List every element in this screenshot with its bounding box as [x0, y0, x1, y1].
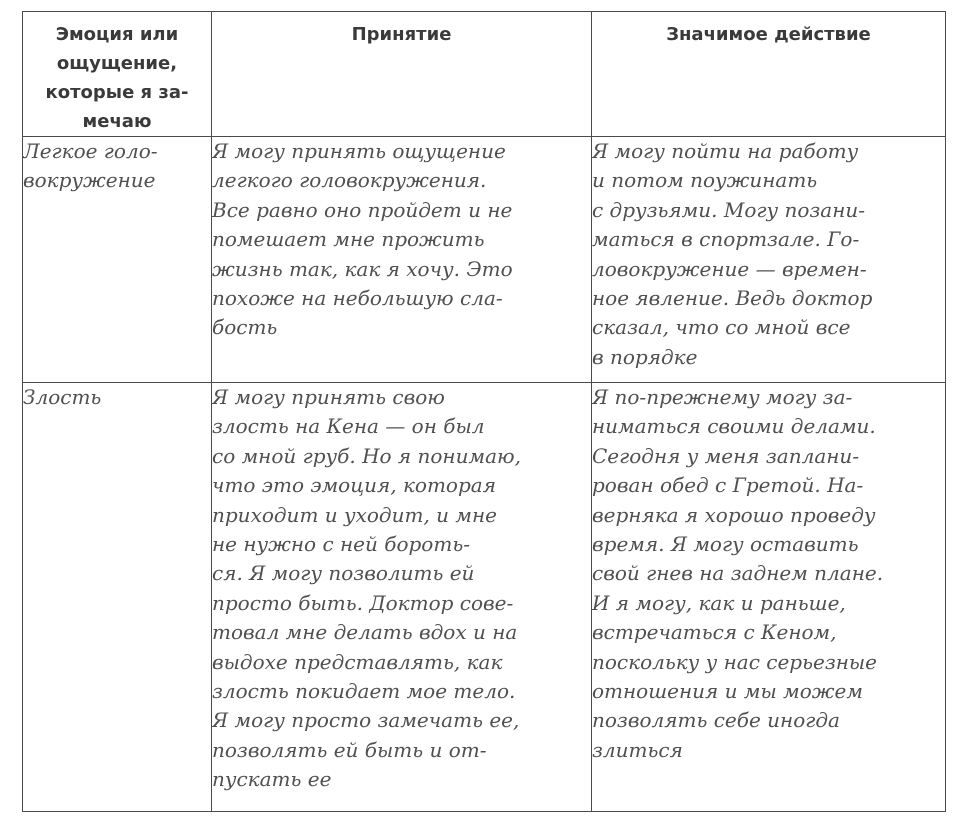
- acceptance-worksheet-table: [22, 11, 946, 812]
- header-line: ощущение,: [56, 53, 178, 74]
- cell-line: похоже на небольшую сла-: [212, 286, 503, 311]
- cell-line: поскольку у нас серьезные: [592, 649, 878, 674]
- cell-line: рован обед с Гретой. На-: [592, 473, 864, 498]
- cell-line: злость на Кена — он был: [212, 414, 485, 439]
- emotion-cell: [23, 137, 212, 383]
- cell-line: Я могу просто замечать ее,: [212, 708, 520, 733]
- header-acceptance: [212, 12, 592, 137]
- cell-line: легкого головокружения.: [212, 168, 487, 193]
- cell-line: Легкое голо-: [23, 139, 158, 163]
- emotion-cell: [23, 383, 212, 812]
- action-cell: [592, 383, 946, 812]
- cell-line: время. Я могу оставить: [592, 532, 859, 557]
- cell-line: ное явление. Ведь доктор: [592, 286, 873, 311]
- cell-line: что это эмоция, которая: [212, 473, 496, 498]
- cell-line: и потом поужинать: [592, 168, 818, 193]
- cell-line: пускать ее: [212, 767, 332, 792]
- cell-line: Сегодня у меня заплани-: [592, 443, 860, 468]
- cell-line: свой гнев на заднем плане.: [592, 561, 884, 586]
- cell-line: встречаться с Кеном,: [592, 620, 837, 645]
- cell-line: Я могу пойти на работу: [592, 139, 859, 163]
- cell-line: ся. Я могу позволить ей: [212, 561, 475, 586]
- header-line: Принятие: [351, 24, 452, 45]
- cell-line: помешает мне прожить: [212, 227, 485, 252]
- cell-line: с друзьями. Могу позани-: [592, 197, 866, 222]
- cell-line: товал мне делать вдох и на: [212, 620, 518, 645]
- cell-line: вокружение: [23, 168, 156, 193]
- cell-line: Все равно оно пройдет и не: [212, 197, 513, 222]
- header-line: мечаю: [82, 111, 152, 132]
- cell-line: со мной груб. Но я понимаю,: [212, 443, 521, 468]
- acceptance-cell: [212, 383, 592, 812]
- cell-line: бость: [212, 315, 278, 340]
- header-meaningful-action: [592, 12, 946, 137]
- cell-line: Я по-прежнему могу за-: [592, 385, 853, 409]
- cell-line: жизнь так, как я хочу. Это: [212, 256, 513, 281]
- header-line: Значимое действие: [666, 24, 871, 45]
- cell-line: отношения и мы можем: [592, 679, 863, 704]
- cell-line: не нужно с ней бороть-: [212, 532, 470, 557]
- table-row: [23, 137, 946, 383]
- cell-line: позволять себе иногда: [592, 708, 840, 733]
- cell-line: в порядке: [592, 344, 698, 369]
- cell-line: Я могу принять свою: [212, 385, 445, 409]
- header-line: Эмоция или: [55, 24, 179, 45]
- cell-line: верняка я хорошо проведу: [592, 502, 876, 527]
- header-line: которые я за-: [45, 82, 189, 103]
- cell-line: злиться: [592, 737, 683, 762]
- action-cell: [592, 137, 946, 383]
- cell-line: Я могу принять ощущение: [212, 139, 506, 163]
- table-row: [23, 383, 946, 812]
- cell-line: ловокружение — времен-: [592, 256, 867, 281]
- cell-line: просто быть. Доктор сове-: [212, 590, 514, 615]
- cell-line: сказал, что со мной все: [592, 315, 851, 340]
- cell-line: маться в спортзале. Го-: [592, 227, 860, 252]
- cell-line: злость покидает мое тело.: [212, 679, 516, 704]
- acceptance-cell: [212, 137, 592, 383]
- header-emotion: [23, 12, 212, 137]
- cell-line: ниматься своими делами.: [592, 414, 876, 439]
- cell-line: И я могу, как и раньше,: [592, 590, 846, 615]
- cell-line: выдохе представлять, как: [212, 649, 503, 674]
- cell-line: Злость: [23, 385, 102, 409]
- cell-line: позволять ей быть и от-: [212, 737, 487, 762]
- table-header-row: [23, 12, 946, 137]
- cell-line: приходит и уходит, и мне: [212, 502, 497, 527]
